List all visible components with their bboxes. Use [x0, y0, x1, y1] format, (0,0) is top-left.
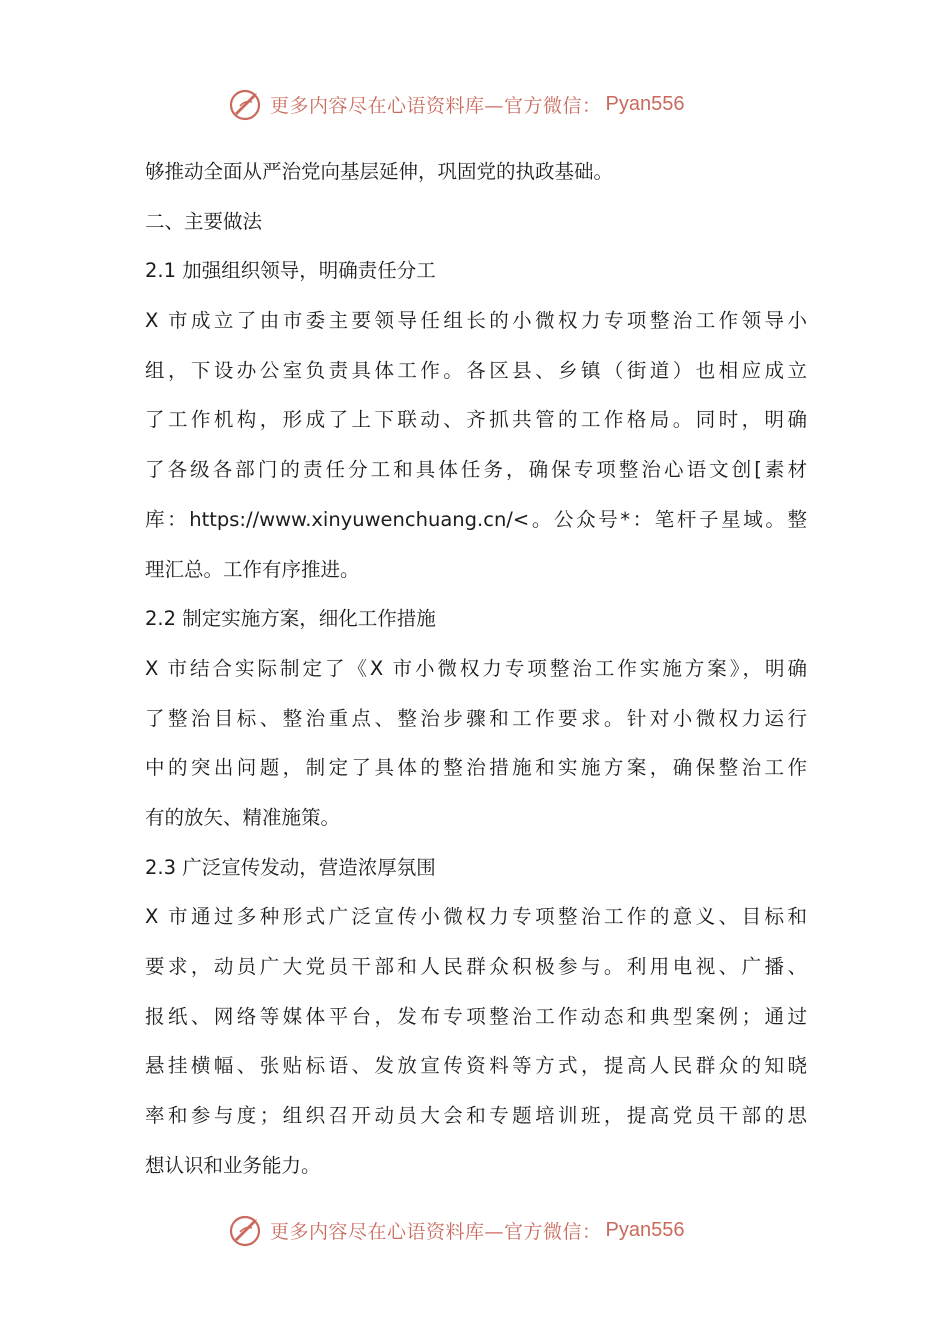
- body-line-7: 了各级各部门的责任分工和具体任务，确保专项整治心语文创[素材: [145, 458, 807, 482]
- body-line-12: 了整治目标、整治重点、整治步骤和工作要求。针对小微权力运行: [145, 706, 807, 730]
- subheading-2-1: 2.1 加强组织领导，明确责任分工: [145, 259, 436, 283]
- body-line-20: 率和参与度；组织召开动员大会和专题培训班，提高党员干部的思: [145, 1104, 807, 1128]
- document-body: [145, 147, 807, 1190]
- footer-watermark-banner: [228, 1210, 748, 1250]
- header-watermark-banner: [228, 84, 748, 124]
- section-heading: 二、主要做法: [145, 209, 263, 233]
- header-banner-text: 更多内容尽在心语资料库—官方微信：: [270, 94, 602, 117]
- footer-banner-text: 更多内容尽在心语资料库—官方微信：: [270, 1220, 602, 1243]
- body-line-11: X 市结合实际制定了《X 市小微权力专项整治工作实施方案》，明确: [145, 656, 807, 680]
- body-line-6: 了工作机构，形成了上下联动、齐抓共管的工作格局。同时，明确: [145, 408, 807, 432]
- subheading-2-3: 2.3 广泛宣传发动，营造浓厚氛围: [145, 855, 436, 879]
- body-line-17: 要求，动员广大党员干部和人民群众积极参与。利用电视、广播、: [145, 955, 807, 978]
- pen-logo-icon: [228, 1212, 264, 1248]
- header-banner-handle: Pyan556: [605, 92, 685, 115]
- body-line-9: 理汇总。工作有序推进。: [145, 557, 360, 581]
- pen-logo-icon: [228, 86, 264, 122]
- body-line-1: 够推动全面从严治党向基层延伸，巩固党的执政基础。: [145, 160, 614, 183]
- body-line-13: 中的突出问题，制定了具体的整治措施和实施方案，确保整治工作: [145, 756, 807, 780]
- subheading-2-2: 2.2 制定实施方案，细化工作措施: [145, 607, 436, 631]
- body-line-4: X 市成立了由市委主要领导任组长的小微权力专项整治工作领导小: [145, 309, 807, 333]
- body-line-5: 组，下设办公室负责具体工作。各区县、乡镇（街道）也相应成立: [145, 358, 807, 382]
- body-line-21: 想认识和业务能力。: [145, 1153, 321, 1177]
- body-line-8: 库：https://www.xinyuwenchuang.cn/<。公众号*：笔杆子星域。整: [145, 507, 807, 531]
- body-line-19: 悬挂横幅、张贴标语、发放宣传资料等方式，提高人民群众的知晓: [145, 1054, 807, 1078]
- footer-banner-handle: Pyan556: [605, 1218, 685, 1241]
- body-line-14: 有的放矢、精准施策。: [145, 805, 341, 829]
- body-line-16: X 市通过多种形式广泛宣传小微权力专项整治工作的意义、目标和: [145, 905, 807, 929]
- body-line-18: 报纸、网络等媒体平台，发布专项整治工作动态和典型案例；通过: [145, 1004, 807, 1028]
